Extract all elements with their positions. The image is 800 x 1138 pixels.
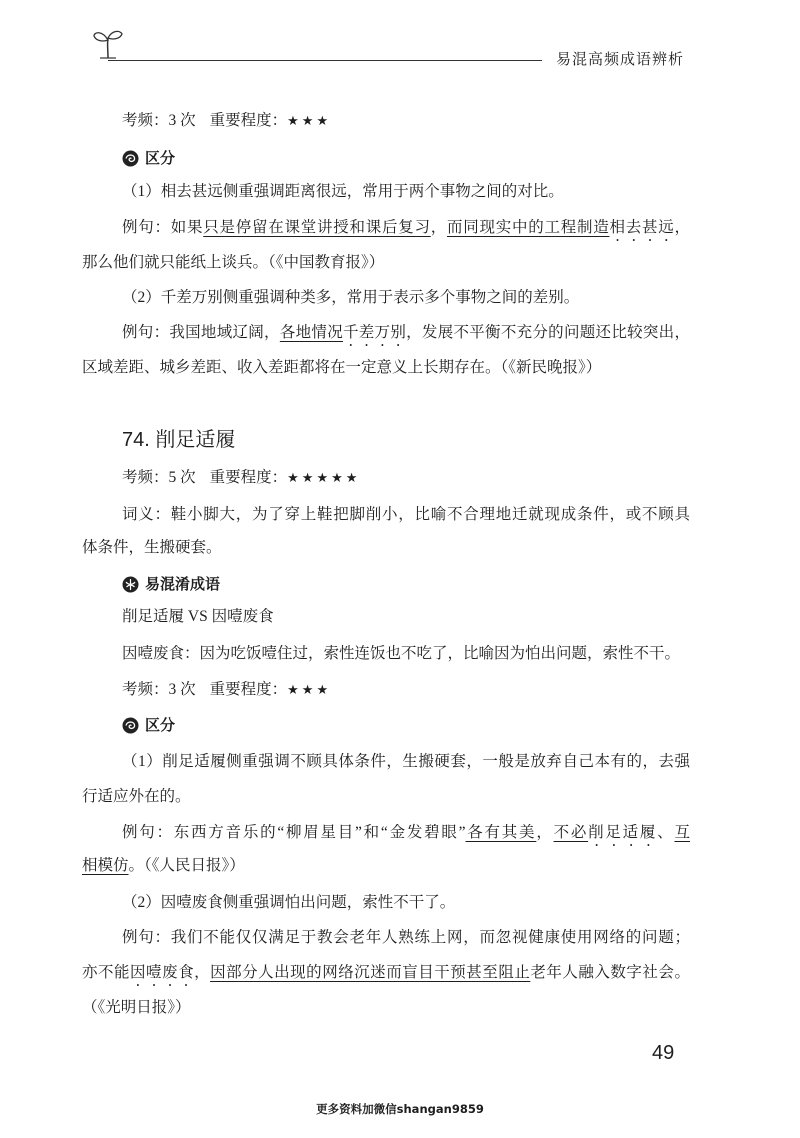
emphasized-idiom: 因噎废食: [130, 964, 195, 981]
importance-label: 重要程度：: [209, 681, 288, 698]
entry74-meaning-line2: 体条件，生搬硬套。: [82, 539, 222, 556]
underlined-segment: 而同现实中的工程制造: [446, 219, 610, 236]
importance-stars: ★★★: [287, 682, 332, 697]
footer-note: 更多资料加微信shangan9859: [316, 1102, 484, 1116]
section-heading-text: 易混淆成语: [145, 575, 221, 593]
entry73-frequency-line: [82, 109, 690, 133]
entry74-frequency-line: [82, 466, 690, 490]
entry74-distinguish-heading: [122, 713, 175, 737]
text-segment: 例句：我国地域辽阔，: [122, 324, 280, 341]
text-segment: 例句：如果: [122, 219, 204, 236]
entry73-example1-line1: [82, 216, 690, 240]
section-heading-text: 区分: [145, 149, 176, 167]
entry74-confusable-pair: 削足适履 VS 因噎废食: [122, 608, 274, 625]
entry73-distinguish-heading: [122, 146, 175, 170]
entry74-example1-line2: [82, 854, 690, 878]
running-header-title: 易混高频成语辨析: [556, 50, 685, 68]
underlined-segment: 各地情况: [279, 324, 343, 341]
sprout-icon: [90, 24, 126, 60]
entry73-item1: （1）相去甚远侧重强调距离很远，常用于两个事物之间的对比。: [122, 183, 564, 200]
entry74-confusable-heading: [122, 572, 220, 596]
section-heading-text: 区分: [145, 716, 176, 734]
entry74-item1-line2: 行适应外在的。: [82, 788, 191, 805]
entry74-example1-line1: [82, 821, 690, 845]
text-segment: 。（《人民日报》）: [128, 857, 245, 874]
confusable-icon: [122, 576, 139, 593]
text-segment: 亦不能: [82, 964, 131, 981]
text-segment: 、: [657, 824, 675, 841]
entry74-title: 74. 削足适履: [122, 429, 236, 451]
underlined-segment: 因部分人出现的网络沉迷而盲目干预甚至阻止: [210, 964, 531, 981]
entry73-item2: （2）千差万别侧重强调种类多，常用于表示多个事物之间的差别。: [122, 289, 580, 306]
importance-label: 重要程度：: [209, 112, 288, 129]
emphasized-idiom: 千差万别: [342, 324, 407, 341]
entry74-example2-line1: 例句：我们不能仅仅满足于教会老年人熟练上网，而忽视健康使用网络的问题；: [122, 929, 690, 946]
distinguish-icon: [122, 150, 139, 167]
entry73-example1-line2: 那么他们就只能纸上谈兵。（《中国教育报》）: [82, 254, 385, 271]
entry73-example2-line1: [82, 321, 690, 345]
frequency-label: 考频：3 次: [122, 112, 196, 129]
text-segment: ，: [674, 219, 690, 236]
emphasized-idiom: 相去甚远: [609, 219, 675, 236]
header-rule: [108, 60, 542, 61]
entry74-example2-line3: （《光明日报》）: [82, 999, 191, 1016]
underlined-segment: 不必: [553, 824, 589, 841]
importance-stars: ★★★: [287, 113, 332, 128]
underlined-segment: 各有其美: [465, 824, 537, 841]
page-number: 49: [652, 1042, 675, 1064]
importance-label: 重要程度：: [209, 469, 288, 486]
underlined-segment: 只是停留在课堂讲授和课后复习: [203, 219, 431, 236]
text-segment: ，: [536, 824, 554, 841]
entry74-item1-line1: （1）削足适履侧重强调不顾具体条件，生搬硬套，一般是放弃自己本有的，去强: [122, 753, 690, 770]
entry73-example2-line2: 区域差距、城乡差距、收入差距都将在一定意义上长期存在。（《新民晚报》）: [82, 359, 602, 376]
underlined-segment: 相模仿: [82, 857, 129, 874]
text-segment: 例句：东西方音乐的“柳眉星目”和“金发碧眼”: [122, 824, 466, 841]
text-segment: ，: [430, 219, 447, 236]
entry74-meaning-line1: 词义：鞋小脚大，为了穿上鞋把脚削小，比喻不合理地迁就现成条件，或不顾具: [122, 506, 690, 523]
underlined-segment: 互: [674, 824, 690, 841]
entry74-frequency-line2: [82, 678, 690, 702]
entry74-confusable-definition: 因噎废食：因为吃饭噎住过，索性连饭也不吃了，比喻因为怕出问题，索性不干。: [122, 645, 681, 662]
text-segment: ，发展不平衡不充分的问题还比较突出，: [406, 324, 690, 341]
importance-stars: ★★★★★: [287, 470, 361, 485]
entry74-item2: （2）因噎废食侧重强调怕出问题，索性不干了。: [122, 894, 456, 911]
frequency-label: 考频：3 次: [122, 681, 196, 698]
frequency-label: 考频：5 次: [122, 469, 196, 486]
text-segment: 老年人融入数字社会。: [530, 964, 690, 981]
text-segment: ，: [194, 964, 211, 981]
entry74-example2-line2: [82, 961, 690, 985]
distinguish-icon: [122, 717, 139, 734]
emphasized-idiom: 削足适履: [588, 824, 658, 841]
